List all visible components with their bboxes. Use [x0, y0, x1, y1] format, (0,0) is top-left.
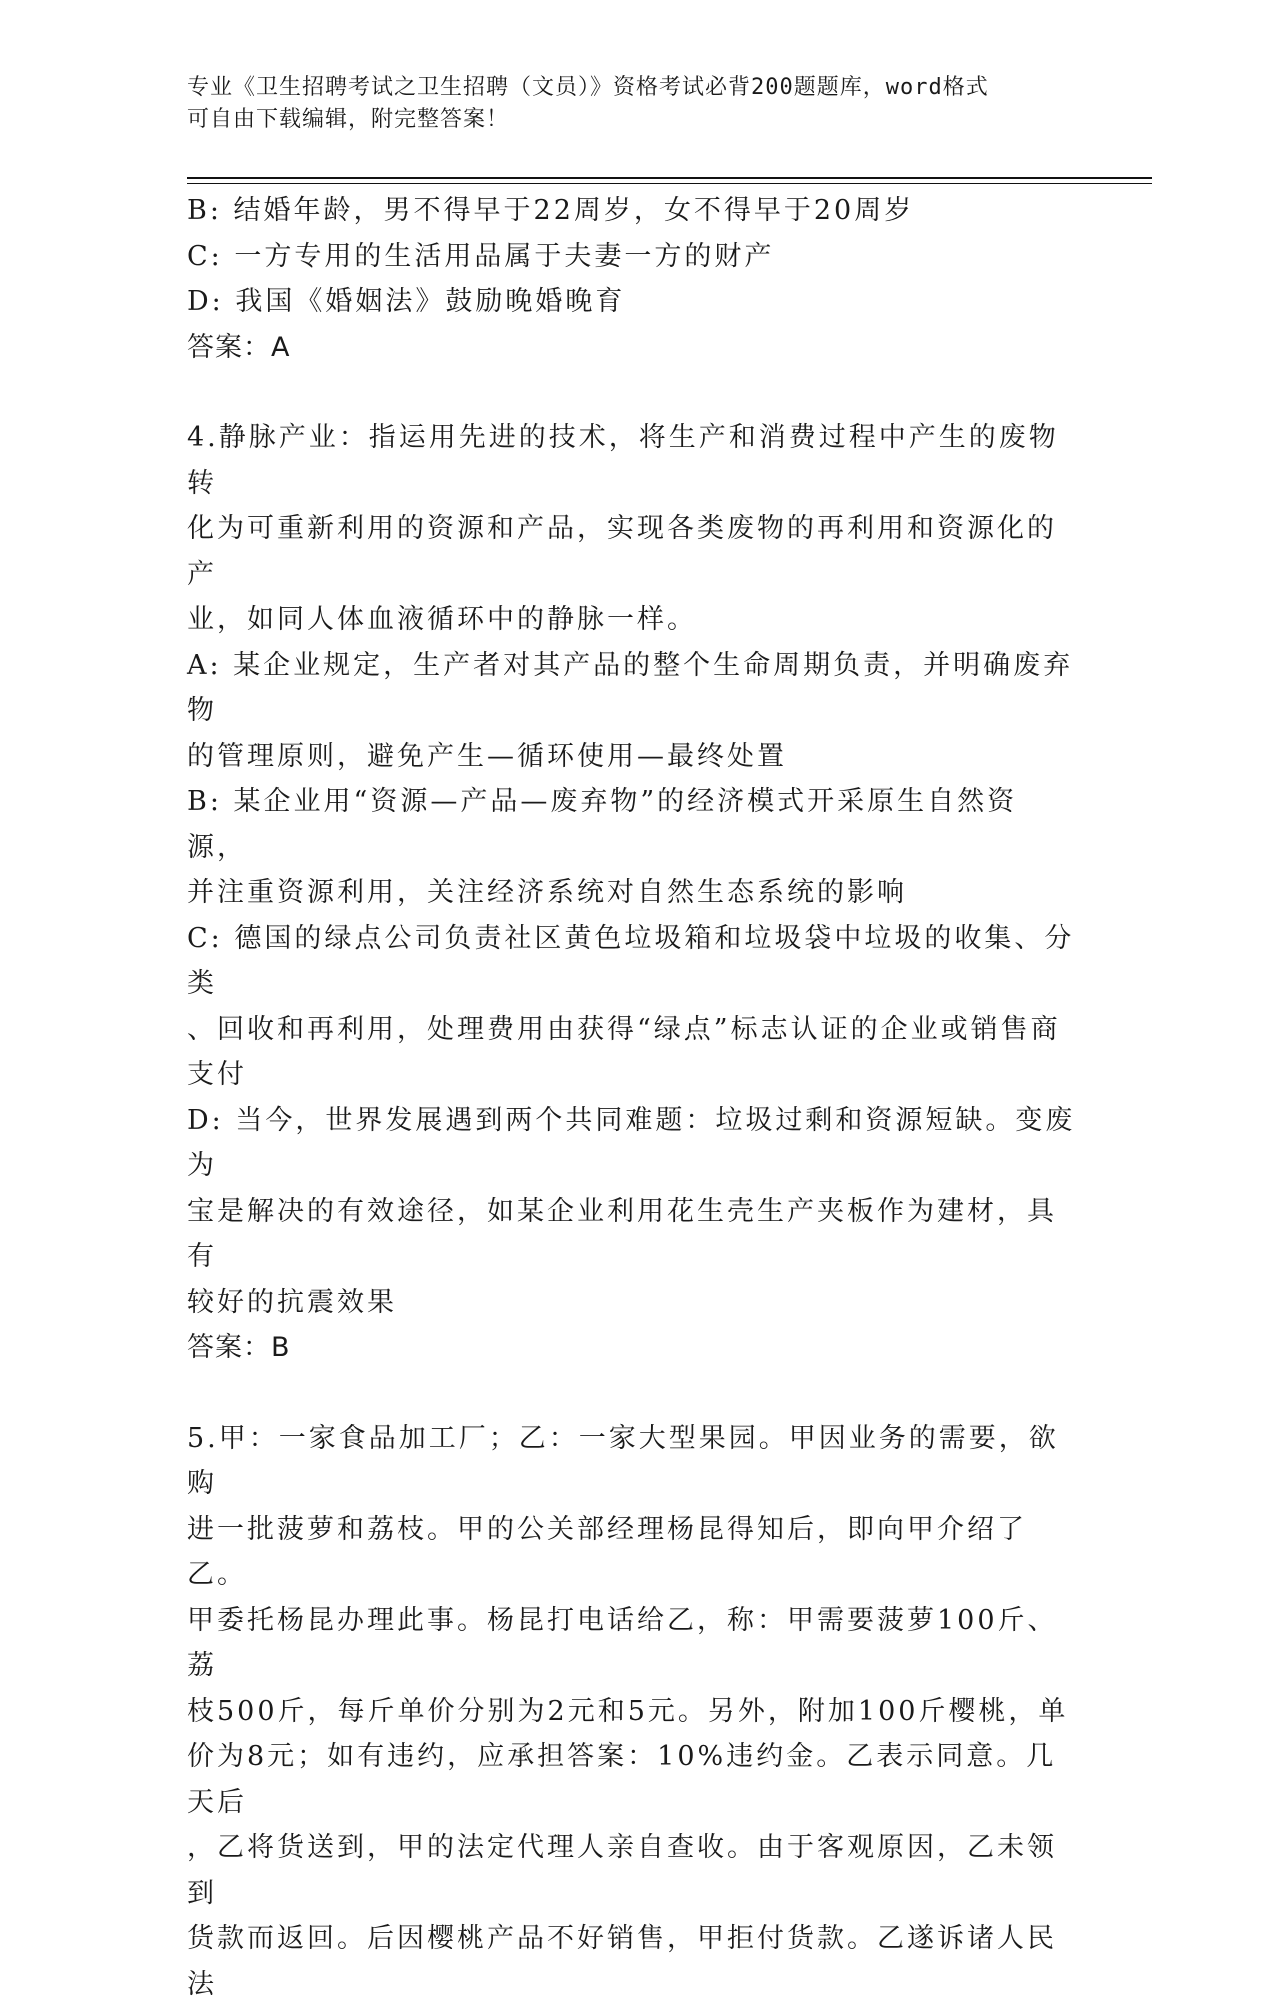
q4-stem-line-1: 4.静脉产业：指运用先进的技术，将生产和消费过程中产生的废物转: [187, 422, 1059, 499]
q4-option-c-line-2: 、回收和再利用，处理费用由获得“绿点”标志认证的企业或销售商: [187, 1013, 1061, 1045]
question-content: [187, 188, 1077, 2007]
q3-option-c: C: 一方专用的生活用品属于夫妻一方的财产: [187, 240, 775, 272]
header-line-1: 专业《卫生招聘考试之卫生招聘（文员）》资格考试必背200题题库，word格式: [187, 75, 989, 100]
q4-option-d-line-2: 宝是解决的有效途径，如某企业利用花生壳生产夹板作为建材，具有: [187, 1195, 1057, 1272]
q4-answer: 答案：B: [187, 1332, 291, 1363]
q5-stem-line-6: ，乙将货送到，甲的法定代理人亲自查收。由于客观原因，乙未领到: [187, 1832, 1057, 1909]
q5-stem-line-5: 价为8元；如有违约，应承担答案：10%违约金。乙表示同意。几天后: [187, 1741, 1057, 1818]
q4-option-c-line-1: C: 德国的绿点公司负责社区黄色垃圾箱和垃圾袋中垃圾的收集、分类: [187, 922, 1075, 999]
q4-stem-line-2: 化为可重新利用的资源和产品，实现各类废物的再利用和资源化的产: [187, 513, 1057, 590]
q4-stem-line-3: 业，如同人体血液循环中的静脉一样。: [187, 604, 697, 635]
q4-option-d-line-1: D: 当今，世界发展遇到两个共同难题：垃圾过剩和资源短缺。变废为: [187, 1104, 1076, 1181]
question-gap: [187, 1371, 1077, 1416]
q5-stem-line-4: 枝500斤，每斤单价分别为2元和5元。另外，附加100斤樱桃，单: [187, 1695, 1069, 1727]
header-rule-thin: [187, 183, 1152, 184]
q5-stem-line-7: 货款而返回。后因樱桃产品不好销售，甲拒付货款。乙遂诉诸人民法: [187, 1923, 1057, 2000]
page-header: [187, 72, 1067, 136]
q3-option-b: B: 结婚年龄，男不得早于22周岁，女不得早于20周岁: [187, 195, 915, 226]
q3-answer: 答案：A: [187, 331, 291, 363]
q4-option-d-line-3: 较好的抗震效果: [187, 1286, 397, 1318]
q4-option-a-line-2: 的管理原则，避免产生—循环使用—最终处置: [187, 740, 787, 772]
question-gap: [187, 370, 1077, 415]
q4-option-a-line-1: A: 某企业规定，生产者对其产品的整个生命周期负责，并明确废弃物: [187, 649, 1074, 726]
q4-option-c-line-3: 支付: [187, 1059, 247, 1090]
q5-stem-line-2: 进一批菠萝和荔枝。甲的公关部经理杨昆得知后，即向甲介绍了乙。: [187, 1513, 1027, 1590]
q3-option-d: D: 我国《婚姻法》鼓励晚婚晚育: [187, 286, 626, 317]
q5-stem-line-3: 甲委托杨昆办理此事。杨昆打电话给乙，称：甲需要菠萝100斤、荔: [187, 1604, 1058, 1681]
q4-option-b-line-1: B: 某企业用“资源—产品—废弃物”的经济模式开采原生自然资源，: [187, 786, 1018, 863]
q4-option-b-line-2: 并注重资源利用，关注经济系统对自然生态系统的影响: [187, 877, 907, 908]
header-rule-thick: [187, 177, 1152, 179]
q5-stem-line-1: 5.甲：一家食品加工厂；乙：一家大型果园。甲因业务的需要，欲购: [187, 1422, 1059, 1499]
header-line-2: 可自由下载编辑，附完整答案！: [187, 107, 510, 132]
